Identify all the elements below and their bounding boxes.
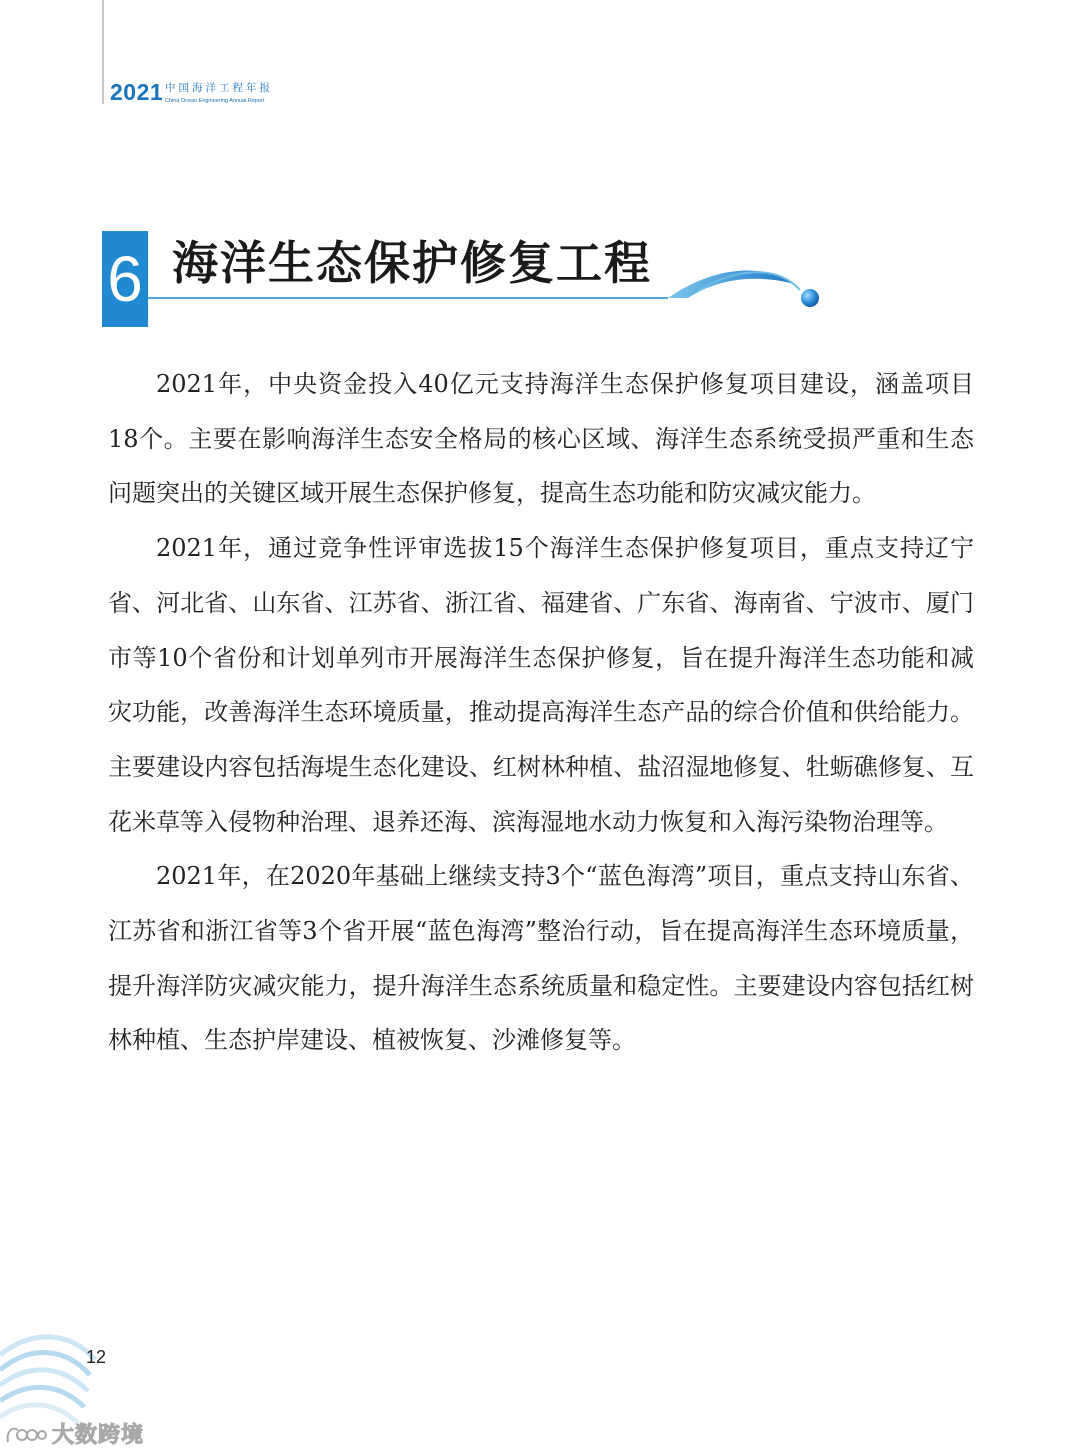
header-titles (165, 82, 273, 107)
watermark (4, 1418, 144, 1449)
page-number: 12 (86, 1347, 107, 1367)
paragraph-3: 2021年，在2020年基础上继续支持3个“蓝色海湾”项目，重点支持山东省、江苏省和浙江省等3个省开展“蓝色海湾”整治行动，旨在提高海洋生态环境质量，提升海洋防灾减灾能力，提升海洋生态系统质量和稳定性。主要建设内容包括红树林种植、生态护岸建设、植被恢复、沙滩修复等。 (108, 862, 974, 1055)
watermark-logo-icon (4, 1422, 48, 1446)
paragraph-1: 2021年，中央资金投入40亿元支持海洋生态保护修复项目建设，涵盖项目18个。主要在影响海洋生态安全格局的核心区域、海洋生态系统受损严重和生态问题突出的关键区域开展生态保护修复，提高生态功能和防灾减灾能力。 (108, 370, 974, 508)
chapter-title: 海洋生态保护修复工程 (172, 236, 652, 290)
watermark-text: 大数跨境 (52, 1423, 145, 1448)
header-year: 2021 (110, 79, 164, 105)
title-underline-wave-decoration (148, 260, 828, 310)
header-divider (102, 0, 104, 104)
chapter-number: 6 (107, 243, 143, 315)
header-title-en: China Ocean Engineering Annual Report (165, 98, 265, 104)
footer-wave-decoration (0, 1325, 130, 1425)
chapter-number-box (102, 231, 148, 327)
header-title-cn: 中国海洋工程年报 (165, 82, 273, 94)
body-text (108, 357, 974, 1068)
paragraph-2: 2021年，通过竞争性评审选拔15个海洋生态保护修复项目，重点支持辽宁省、河北省、山东省、江苏省、浙江省、福建省、广东省、海南省、宁波市、厦门市等10个省份和计划单列市开展海洋生态保护修复，旨在提升海洋生态功能和减灾功能，改善海洋生态环境质量，推动提高海洋生态产品的综合价值和供给能力。主要建设内容包括海堤生态化建设、红树林种植、盐沼湿地修复、牡蛎礁修复、互花米草等入侵物种治理、退养还海、滨海湿地水动力恢复和入海污染物治理等。 (108, 534, 974, 836)
